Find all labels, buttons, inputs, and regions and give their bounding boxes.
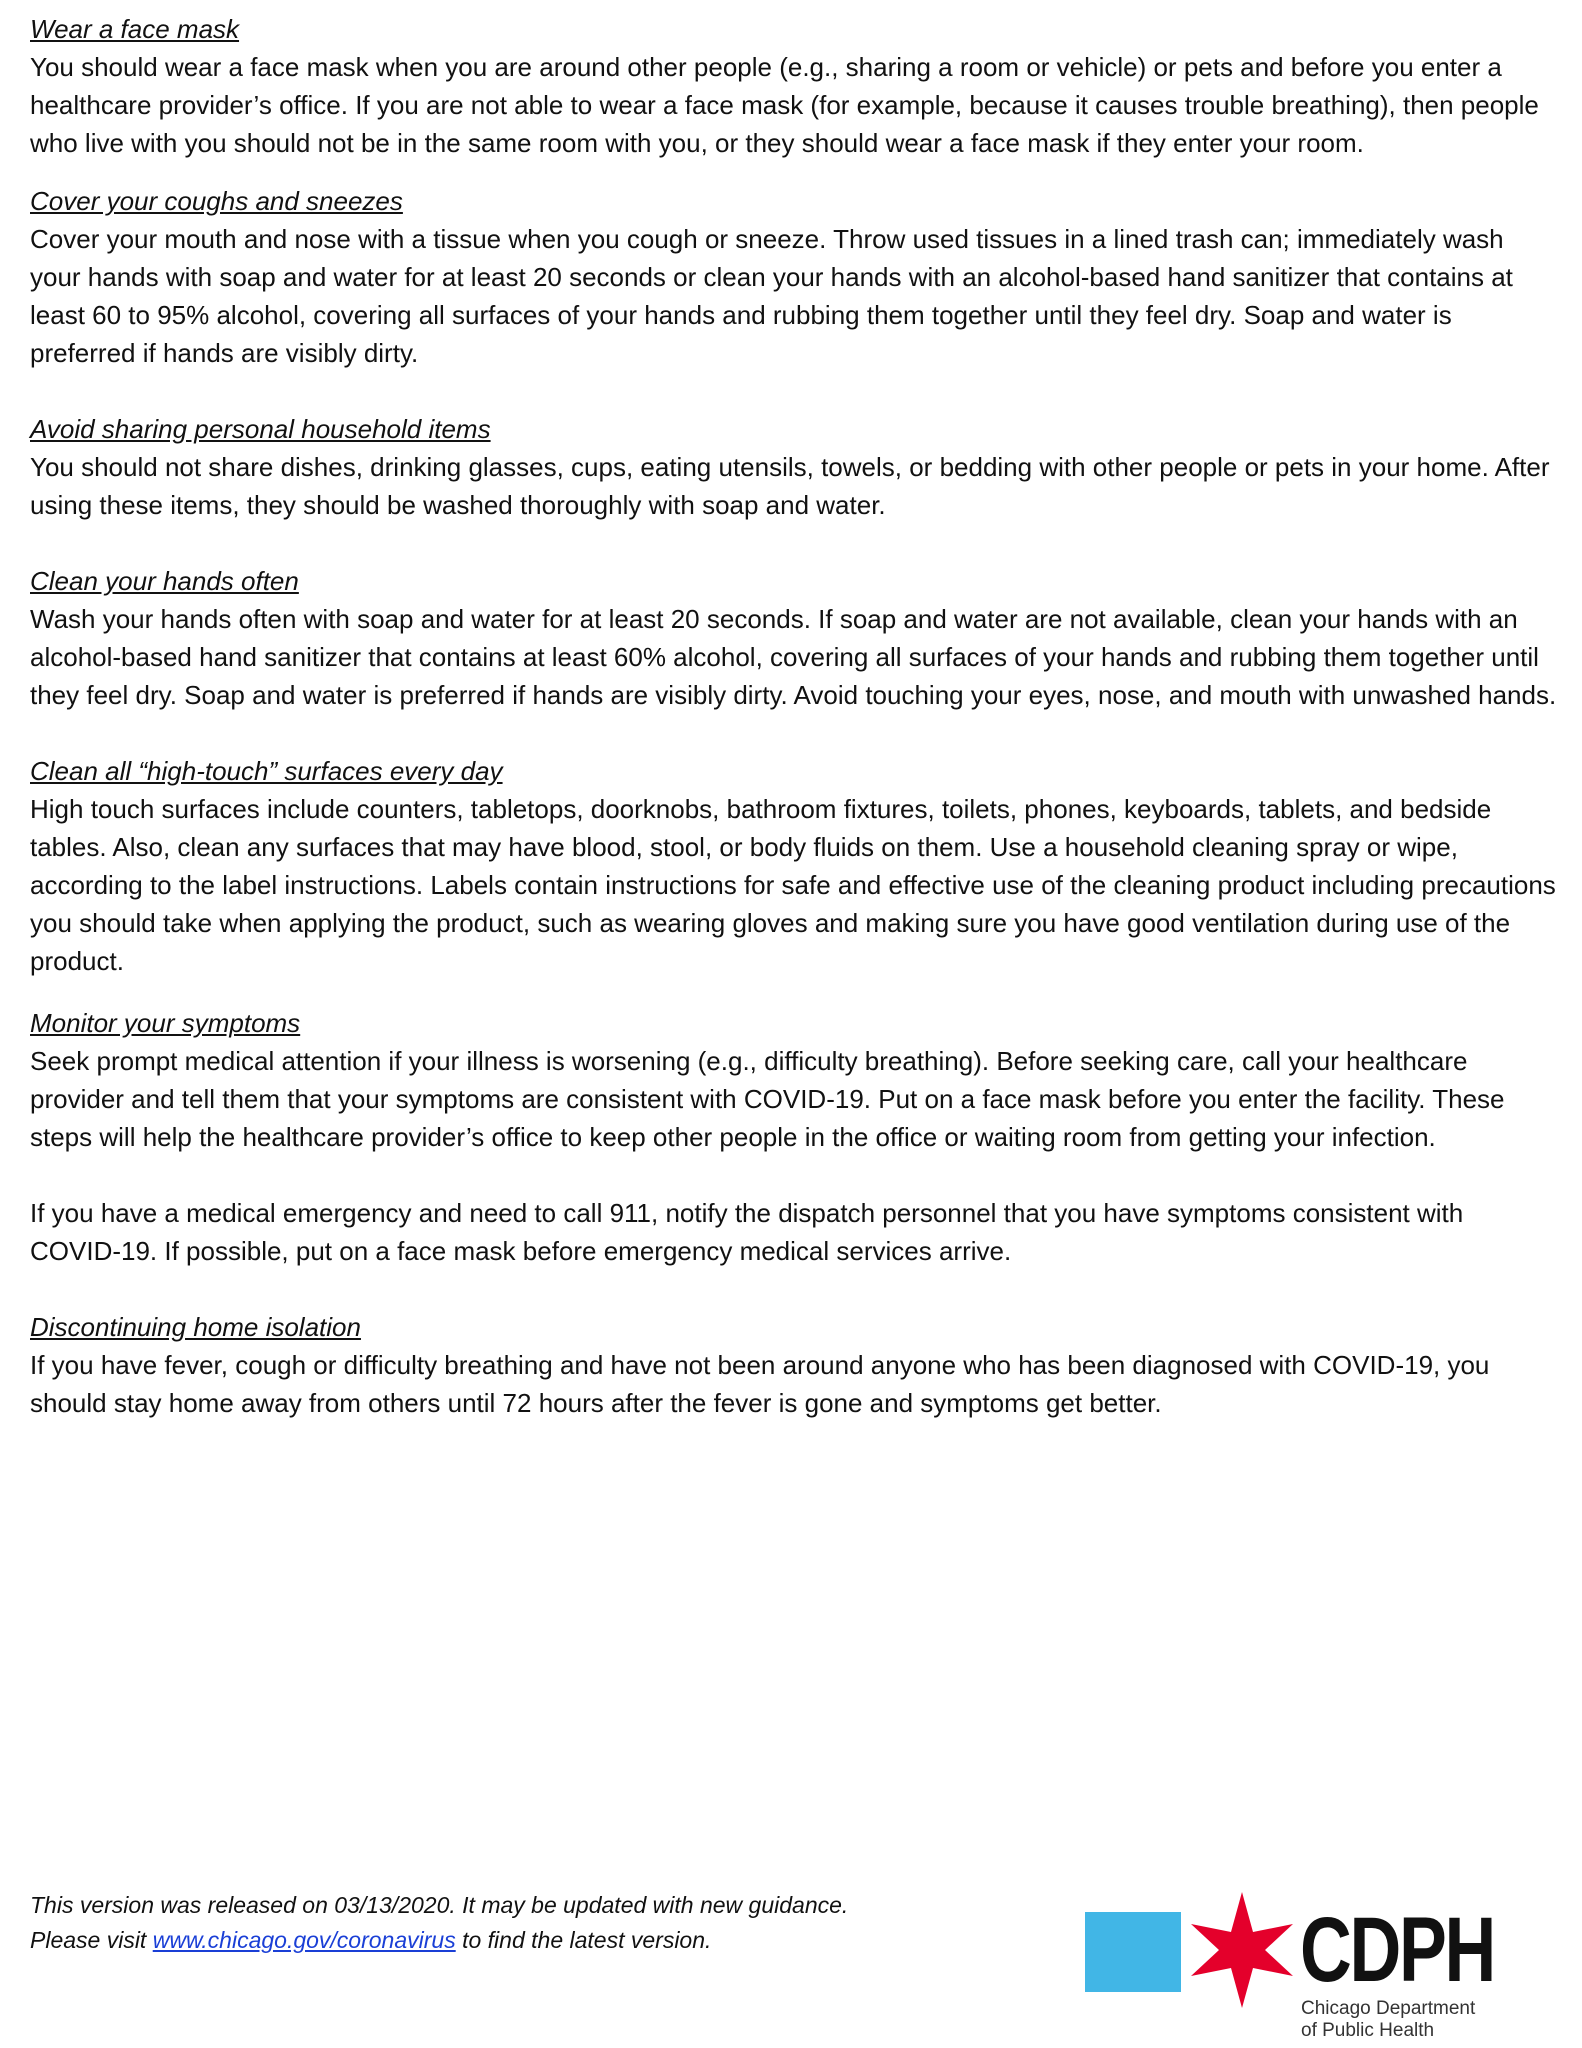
section-heading: Clean all “high-touch” surfaces every day (30, 756, 503, 786)
logo-subtitle (1301, 1998, 1475, 2042)
footer-visit-suffix: to find the latest version. (455, 1927, 712, 1953)
section-discontinuing-isolation (30, 1308, 1560, 1422)
section-wear-face-mask (30, 10, 1560, 162)
section-heading: Clean your hands often (30, 566, 299, 596)
logo-blue-square (1085, 1912, 1181, 1992)
six-point-star-icon (1187, 1890, 1297, 2010)
section-paragraph-emergency: If you have a medical emergency and need to call 911, notify the dispatch personnel that you have symptoms consistent with COVID-19. If possible, put on a face mask before emergency medical services arrive. (30, 1198, 1464, 1266)
section-paragraph: If you have fever, cough or difficulty breathing and have not been around anyone who has been diagnosed with COVID-19, you should stay home away from others until 72 hours after the fever is gone and symptoms get better. (30, 1350, 1490, 1418)
section-monitor-symptoms (30, 1004, 1560, 1270)
section-paragraph: Cover your mouth and nose with a tissue when you cough or sneeze. Throw used tissues in a lined trash can; immediately wash your hands with soap and water for at least 20 seconds or clean your hands with an alcohol-based hand sanitizer that contains at least 60 to 95% alcohol, covering all surfaces of your hands and rubbing them together until they feel dry. Soap and water is preferred if hands are visibly dirty. (30, 224, 1513, 368)
section-high-touch-surfaces (30, 752, 1560, 980)
section-clean-hands (30, 562, 1560, 714)
section-heading: Cover your coughs and sneezes (30, 186, 403, 216)
footer-visit-line (30, 1923, 1030, 1958)
section-paragraph: You should not share dishes, drinking glasses, cups, eating utensils, towels, or bedding with other people or pets in your home. After using these items, they should be washed thoroughly with soap and water. (30, 452, 1550, 520)
section-avoid-sharing (30, 410, 1560, 524)
logo-subtitle-line2: of Public Health (1301, 2020, 1435, 2041)
section-cover-coughs (30, 182, 1560, 372)
section-paragraph: Wash your hands often with soap and water for at least 20 seconds. If soap and water are not available, clean your hands with an alcohol-based hand sanitizer that contains at least 60% alcohol, covering all surfaces of your hands and rubbing them together until they feel dry. Soap and water is preferred if hands are visibly dirty. Avoid touching your eyes, nose, and mouth with unwashed hands. (30, 604, 1557, 710)
section-paragraph: You should wear a face mask when you are around other people (e.g., sharing a room or vehicle) or pets and before you enter a healthcare provider’s office. If you are not able to wear a face mask (for example, because it causes trouble breathing), then people who live with you should not be in the same room with you, or they should wear a face mask if they enter your room. (30, 52, 1539, 158)
section-heading: Avoid sharing personal household items (30, 414, 491, 444)
document-body (30, 10, 1560, 1446)
logo-subtitle-line1: Chicago Department (1301, 1998, 1476, 2019)
section-paragraph: High touch surfaces include counters, tabletops, doorknobs, bathroom fixtures, toilets, phones, keyboards, tablets, and bedside tables. Also, clean any surfaces that may have blood, stool, or body fluids on them. Use a household cleaning spray or wipe, according to the label instructions. Labels contain instructions for safe and effective use of the cleaning product including precautions you should take when applying the product, such as wearing gloves and making sure you have good ventilation during use of the product. (30, 794, 1556, 976)
cdph-logo (1085, 1890, 1505, 2040)
footer-note (30, 1888, 1030, 1958)
section-heading: Monitor your symptoms (30, 1008, 301, 1038)
footer-release-line: This version was released on 03/13/2020. It may be updated with new guidance. (30, 1892, 849, 1918)
logo-wordmark: CDPH (1300, 1899, 1494, 2001)
section-paragraph: Seek prompt medical attention if your illness is worsening (e.g., difficulty breathing). Before seeking care, call your healthcare provider and tell them that your symptoms are consistent with COVID-19. Put on a face mask before you enter the facility. These steps will help the healthcare provider’s office to keep other people in the office or waiting room from getting your infection. (30, 1046, 1505, 1152)
coronavirus-link[interactable]: www.chicago.gov/coronavirus (152, 1927, 456, 1953)
footer-visit-prefix: Please visit (30, 1927, 153, 1953)
section-heading: Wear a face mask (30, 14, 240, 44)
section-heading: Discontinuing home isolation (30, 1312, 361, 1342)
